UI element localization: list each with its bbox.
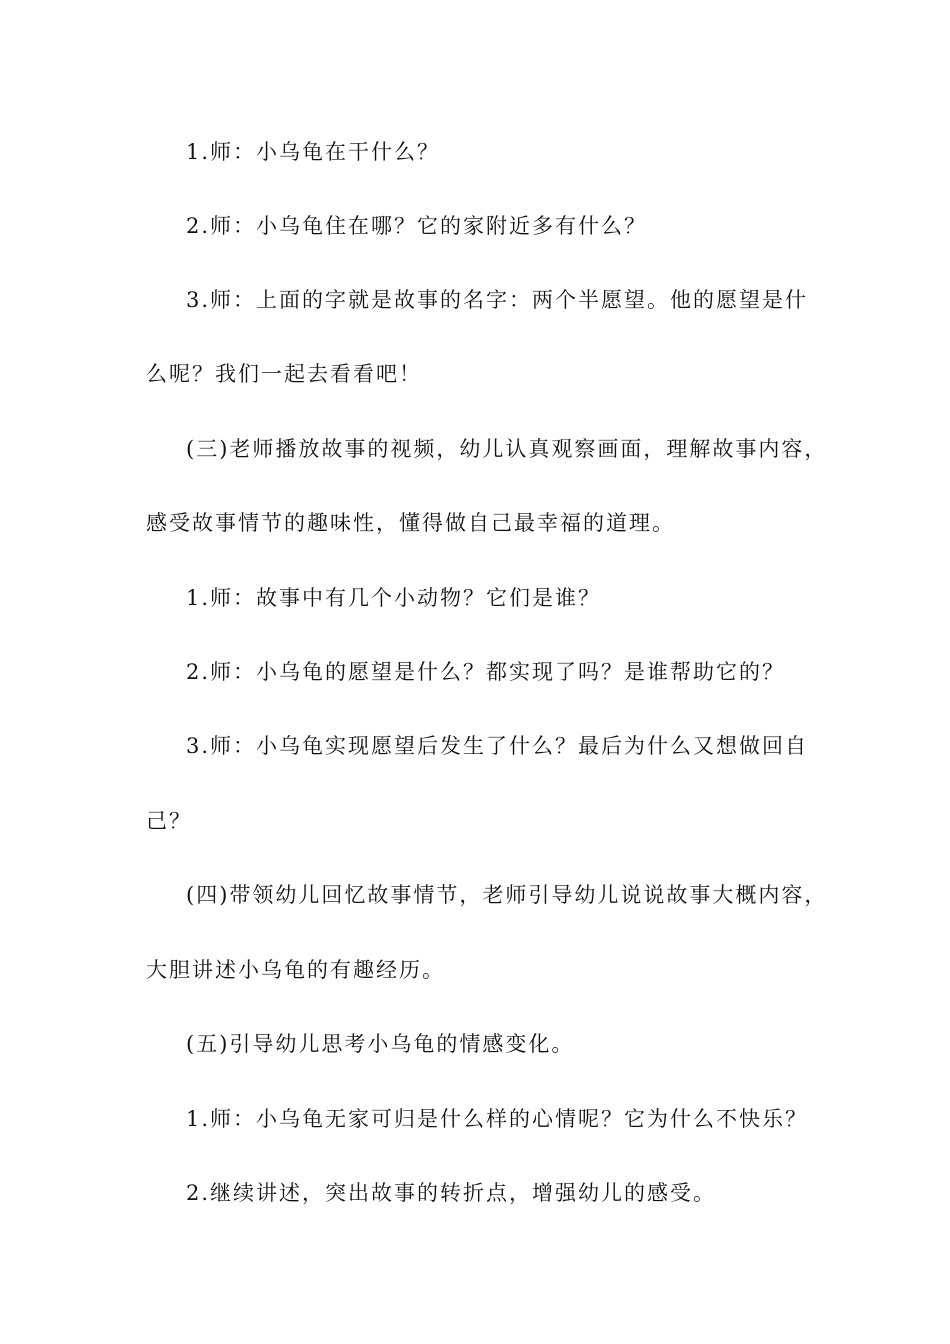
text-line: 己？ [146,809,192,833]
text-line: 2.继续讲述，突出故事的转折点，增强幼儿的感受。 [186,1181,717,1205]
text-line: (四)带领幼儿回忆故事情节，老师引导幼儿说说故事大概内容， [186,883,828,907]
text-line: 1.师：小乌龟无家可归是什么样的心情呢？它为什么不快乐？ [186,1107,809,1131]
text-line: 1.师：故事中有几个小动物？它们是谁？ [186,586,602,610]
text-line: 3.师：小乌龟实现愿望后发生了什么？最后为什么又想做回自 [186,734,809,758]
text-line: 2.师：小乌龟住在哪？它的家附近多有什么？ [186,214,648,238]
text-line: 么呢？我们一起去看看吧！ [146,362,422,386]
text-line: (五)引导幼儿思考小乌龟的情感变化。 [186,1032,575,1056]
text-line: 感受故事情节的趣味性，懂得做自己最幸福的道理。 [146,511,675,535]
text-line: 2.师：小乌龟的愿望是什么？都实现了吗？是谁帮助它的？ [186,660,786,684]
text-line: (三)老师播放故事的视频，幼儿认真观察画面，理解故事内容， [186,437,828,461]
text-line: 3.师：上面的字就是故事的名字：两个半愿望。他的愿望是什 [186,288,809,312]
text-line: 1.师：小乌龟在干什么？ [186,140,441,164]
text-line: 大胆讲述小乌龟的有趣经历。 [146,958,445,982]
